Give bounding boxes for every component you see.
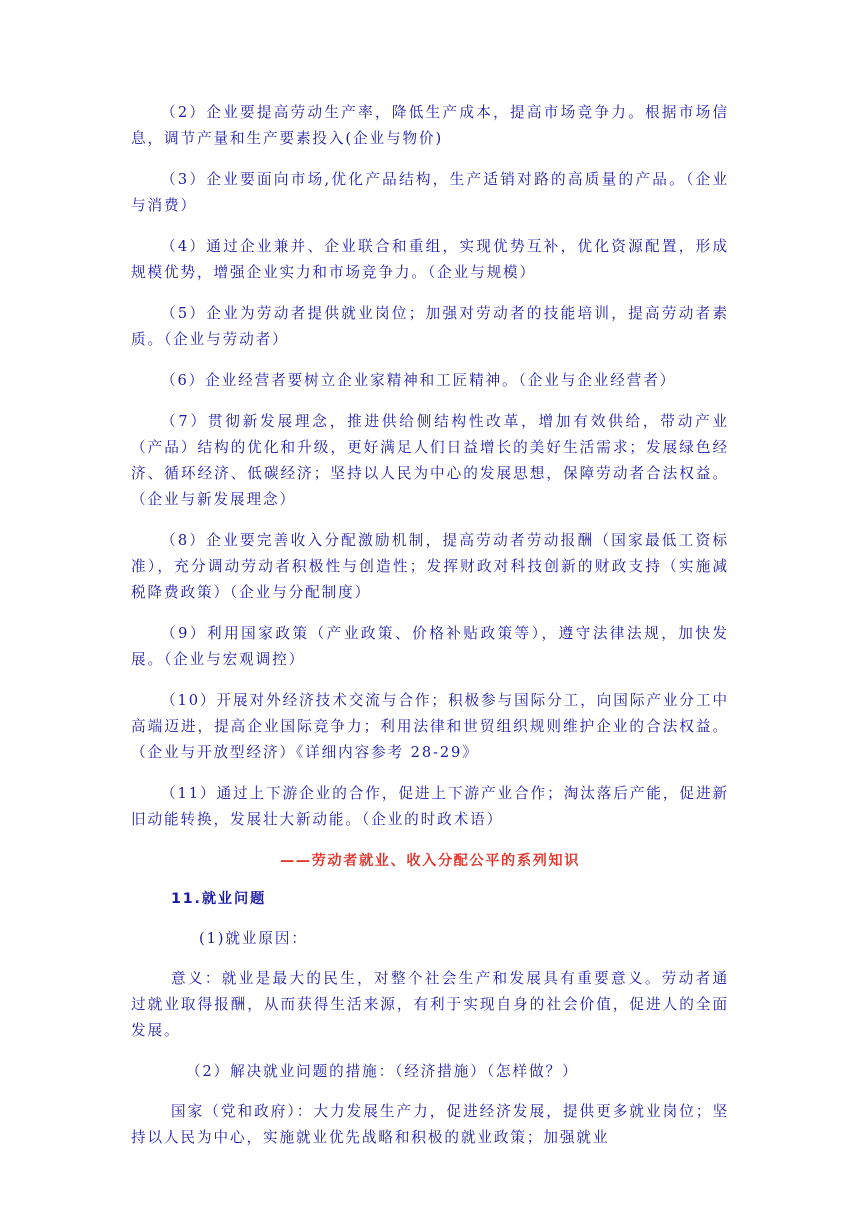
item-employment-measures: （2）解决就业问题的措施：（经济措施）（怎样做？） (186, 1063, 579, 1080)
section-heading: ——劳动者就业、收入分配公平的系列知识 (280, 853, 580, 869)
paragraph-industry-chain: （11）通过上下游企业的合作，促进上下游产业合作；淘汰落后产能，促进新旧动能转换，发展壮大新动能。（企业的时政术语） (131, 785, 729, 828)
paragraph-open-economy: （10）开展对外经济技术交流与合作；积极参与国际分工，向国际产业分工中高端迈进，提高企业国际竞争力；利用法律和世贸组织规则维护企业的合法权益。（企业与开放型经济）《详细内容参考 28-29》 (131, 692, 729, 761)
paragraph-enterprise-productivity: （2）企业要提高劳动生产率，降低生产成本，提高市场竞争力。根据市场信息，调节产量和生产要素投入(企业与物价) (131, 104, 729, 147)
paragraph-meaning: 意义：就业是最大的民生，对整个社会生产和发展具有重要意义。劳动者通过就业取得报酬，从而获得生活来源，有利于实现自身的社会价值，促进人的全面发展。 (131, 970, 729, 1039)
paragraph-enterprise-manager: （6）企业经营者要树立企业家精神和工匠精神。（企业与企业经营者） (161, 372, 677, 389)
paragraph-enterprise-merger: （4）通过企业兼并、企业联合和重组，实现优势互补，优化资源配置，形成规模优势，增强企业实力和市场竞争力。（企业与规模） (131, 238, 729, 281)
document-page (131, 100, 729, 1166)
sub-heading-employment: 11.就业问题 (171, 891, 267, 907)
paragraph-national-policy: （9）利用国家政策（产业政策、价格补贴政策等），遵守法律法规，加快发展。（企业与宏观调控） (131, 625, 729, 668)
paragraph-enterprise-market: （3）企业要面向市场,优化产品结构，生产适销对路的高质量的产品。（企业与消费） (131, 171, 729, 214)
paragraph-state-measures: 国家（党和政府）：大力发展生产力，促进经济发展，提供更多就业岗位；坚持以人民为中心，实施就业优先战略和积极的就业政策；加强就业 (131, 1103, 729, 1146)
paragraph-new-development: （7）贯彻新发展理念，推进供给侧结构性改革，增加有效供给，带动产业（产品）结构的优化和升级，更好满足人们日益增长的美好生活需求；发展绿色经济、循环经济、低碳经济；坚持以人民为中心的发展思想，保障劳动者合法权益。（企业与新发展理念） (131, 413, 729, 508)
paragraph-income-distribution: （8）企业要完善收入分配激励机制，提高劳动者劳动报酬（国家最低工资标准），充分调动劳动者积极性与创造性；发挥财政对科技创新的财政支持（实施减税降费政策）（企业与分配制度） (131, 532, 729, 601)
paragraph-enterprise-labor: （5）企业为劳动者提供就业岗位；加强对劳动者的技能培训，提高劳动者素质。（企业与劳动者） (131, 305, 729, 348)
item-employment-reason: (1)就业原因： (199, 930, 308, 947)
